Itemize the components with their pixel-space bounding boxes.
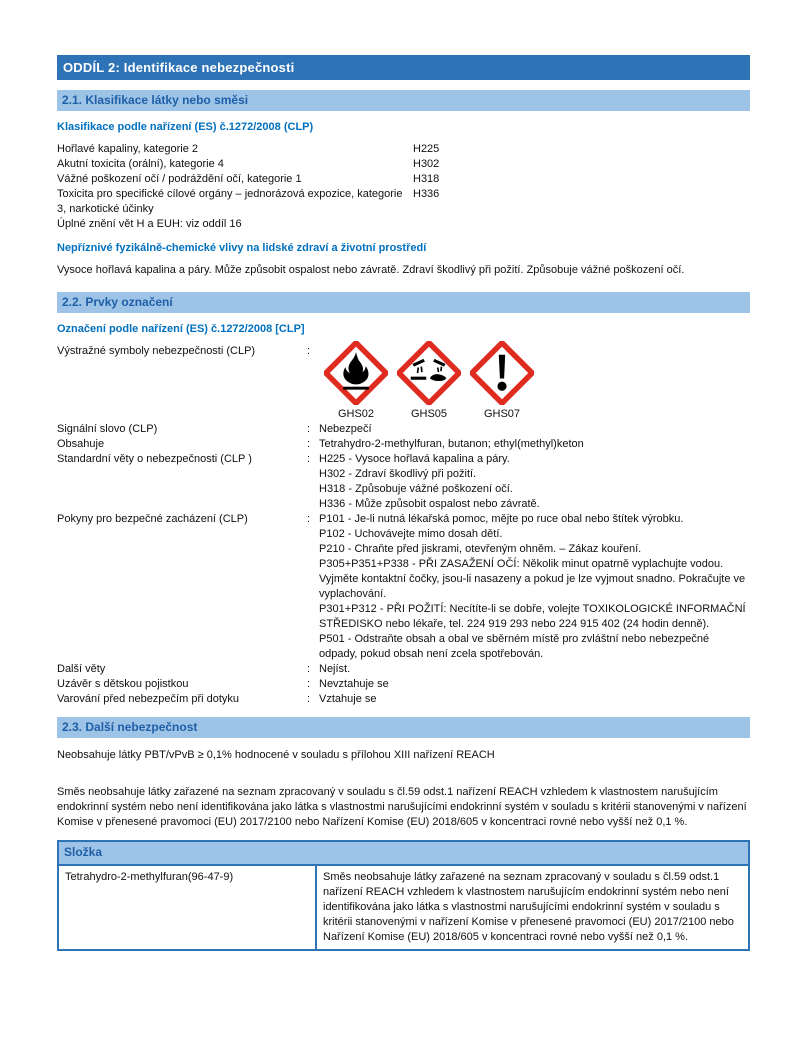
classification-row [57,172,750,187]
colon-separator: : [307,513,311,525]
hazard-code: H318 [413,173,440,185]
row-label: Další věty [57,663,106,675]
section-2-title: ODDÍL 2: Identifikace nebezpečnosti [63,60,295,75]
classification-row [57,142,750,157]
classification-row [57,157,750,172]
component-table-header: Složka [58,841,749,865]
pictogram-row-label: Výstražné symboly nebezpečnosti (CLP) [57,345,256,357]
row-label: Standardní věty o nebezpečnosti (CLP ) [57,453,252,465]
section-2-1-title: 2.1. Klasifikace látky nebo směsi [62,93,249,107]
tactile-warning-row [57,692,750,707]
row-label: Varování před nebezpečím při dotyku [57,693,240,705]
hazard-code: H225 [413,143,440,155]
section-2-3-header [57,717,750,738]
component-table [57,840,750,951]
precautionary-statement: P305+P351+P338 - PŘI ZASAŽENÍ OČÍ: Několik minut opatrně vyplachujte vodou. Vyjměte kontaktní čočky, jsou-li nasazeny a pokud je lze vyjmout snadno. Pokračujte ve vyplachování. [319,558,746,600]
hazard-statement: H336 - Může způsobit ospalost nebo závratě. [319,498,540,510]
ghs05-pictogram [397,341,461,422]
hazard-code: H336 [413,188,440,200]
precautionary-statement: P102 - Uchovávejte mimo dosah dětí. [319,528,503,540]
other-sentences-row [57,662,750,677]
signal-word-value: Nebezpečí [319,423,372,435]
hazard-statements-row [57,452,750,512]
section-2-2-header [57,292,750,313]
colon-separator: : [307,438,311,450]
hazard-statement: H225 - Vysoce hořlavá kapalina a páry. [319,453,510,465]
child-resistant-closure-row [57,677,750,692]
hazard-statement: H318 - Způsobuje vážné poškození očí. [319,483,513,495]
signal-word-row [57,422,750,437]
child-resistant-closure-value: Nevztahuje se [319,678,389,690]
other-sentences-value: Nejíst. [319,663,351,675]
row-label: Signální slovo (CLP) [57,423,158,435]
precautionary-statements-row [57,512,750,662]
hazard-code: H302 [413,158,440,170]
pictogram-row [57,344,750,422]
adverse-effects-text: Vysoce hořlavá kapalina a páry. Může způsobit ospalost nebo závratě. Zdraví škodlivý při požití. Způsobuje vážné poškození očí. [57,264,685,276]
component-table-row [58,865,749,950]
full-wording-note: Úplné znění vět H a EUH: viz oddíl 16 [57,218,242,230]
ghs-pictogram-strip [324,341,750,422]
endocrine-statement: Směs neobsahuje látky zařazené na seznam zpracovaný v souladu s čl.59 odst.1 nařízení REACH vzhledem k vlastnostem narušujícím endokrinní systém nebo není identifikována jako látka s vlastnostmi narušujícími endokrinní systém v souladu s kritérii stanovenými v nařízení Komise v přenesené pravomoci (EU) 2017/2100 nebo Nařízení Komise (EU) 2018/605 v koncentraci rovné nebo vyšší než 0,1 %. [57,786,747,828]
colon-separator: : [307,678,311,690]
corrosion-icon [397,341,461,405]
row-label: Uzávěr s dětskou pojistkou [57,678,189,690]
contains-value: Tetrahydro-2-methylfuran, butanon; ethyl(methyl)keton [319,438,584,450]
clp-labelling-heading: Označení podle nařízení (ES) č.1272/2008 [CLP] [57,323,305,335]
flame-icon [324,341,388,405]
precautionary-statement: P101 - Je-li nutná lékařská pomoc, mějte po ruce obal nebo štítek výrobku. [319,513,684,525]
hazard-class: Hořlavé kapaliny, kategorie 2 [57,143,199,155]
component-name-cell: Tetrahydro-2-methylfuran(96-47-9) [58,865,316,950]
ghs05-label: GHS05 [410,408,448,420]
section-2-header [57,55,750,80]
colon-separator: : [307,423,311,435]
adverse-effects-heading: Nepříznivé fyzikálně-chemické vlivy na lidské zdraví a životní prostředí [57,242,427,254]
ghs07-label: GHS07 [483,408,521,420]
precautionary-statement: P210 - Chraňte před jiskrami, otevřeným ohněm. – Zákaz kouření. [319,543,642,555]
section-2-2-title: 2.2. Prvky označení [62,295,173,309]
component-assessment-cell: Směs neobsahuje látky zařazené na seznam zpracovaný v souladu s čl.59 odst.1 nařízení REACH vzhledem k vlastnostem narušujícím endokrinní systém nebo není identifikována jako látka s vlastnostmi narušujícími endokrinní systém v souladu s kritérii stanovenými v nařízení Komise v přenesené pravomoci (EU) 2017/2100 nebo Nařízení Komise (EU) 2018/605 v koncentraci rovné nebo vyšší než 0,1 %. [316,865,749,950]
row-label: Obsahuje [57,438,105,450]
classification-list [57,142,750,232]
hazard-class: Vážné poškození očí / podráždění očí, kategorie 1 [57,173,302,185]
pbt-statement: Neobsahuje látky PBT/vPvB ≥ 0,1% hodnocené v souladu s přílohou XIII nařízení REACH [57,749,495,761]
colon-separator: : [307,453,311,465]
tactile-warning-value: Vztahuje se [319,693,377,705]
precautionary-statement: P501 - Odstraňte obsah a obal ve sběrném místě pro zvláštní nebo nebezpečné odpady, pokud obsah není zcela spotřebován. [319,633,710,660]
ghs07-pictogram [470,341,534,422]
row-label: Pokyny pro bezpečné zacházení (CLP) [57,513,248,525]
component-table-header-row [58,841,749,865]
sds-section2-page [57,55,750,951]
section-2-1-header [57,90,750,111]
hazard-class: Akutní toxicita (orální), kategorie 4 [57,158,224,170]
exclamation-mark-icon [470,341,534,405]
precautionary-statement: P301+P312 - PŘI POŽITÍ: Necítíte-li se dobře, volejte TOXIKOLOGICKÉ INFORMAČNÍ STŘEDISKO nebo lékaře, tel. 224 919 293 nebo 224 915 402 (24 hodin denně). [319,603,746,630]
classification-row [57,187,750,217]
colon-separator: : [307,693,311,705]
section-2-3-title: 2.3. Další nebezpečnost [62,720,198,734]
hazard-statement: H302 - Zdraví škodlivý při požití. [319,468,477,480]
clp-classification-heading: Klasifikace podle nařízení (ES) č.1272/2008 (CLP) [57,121,314,133]
ghs02-pictogram [324,341,388,422]
colon-separator: : [307,663,311,675]
colon-separator: : [307,345,311,357]
contains-row [57,437,750,452]
hazard-class: Toxicita pro specifické cílové orgány – jednorázová expozice, kategorie 3, narkotické účinky [57,188,403,215]
ghs02-label: GHS02 [337,408,375,420]
